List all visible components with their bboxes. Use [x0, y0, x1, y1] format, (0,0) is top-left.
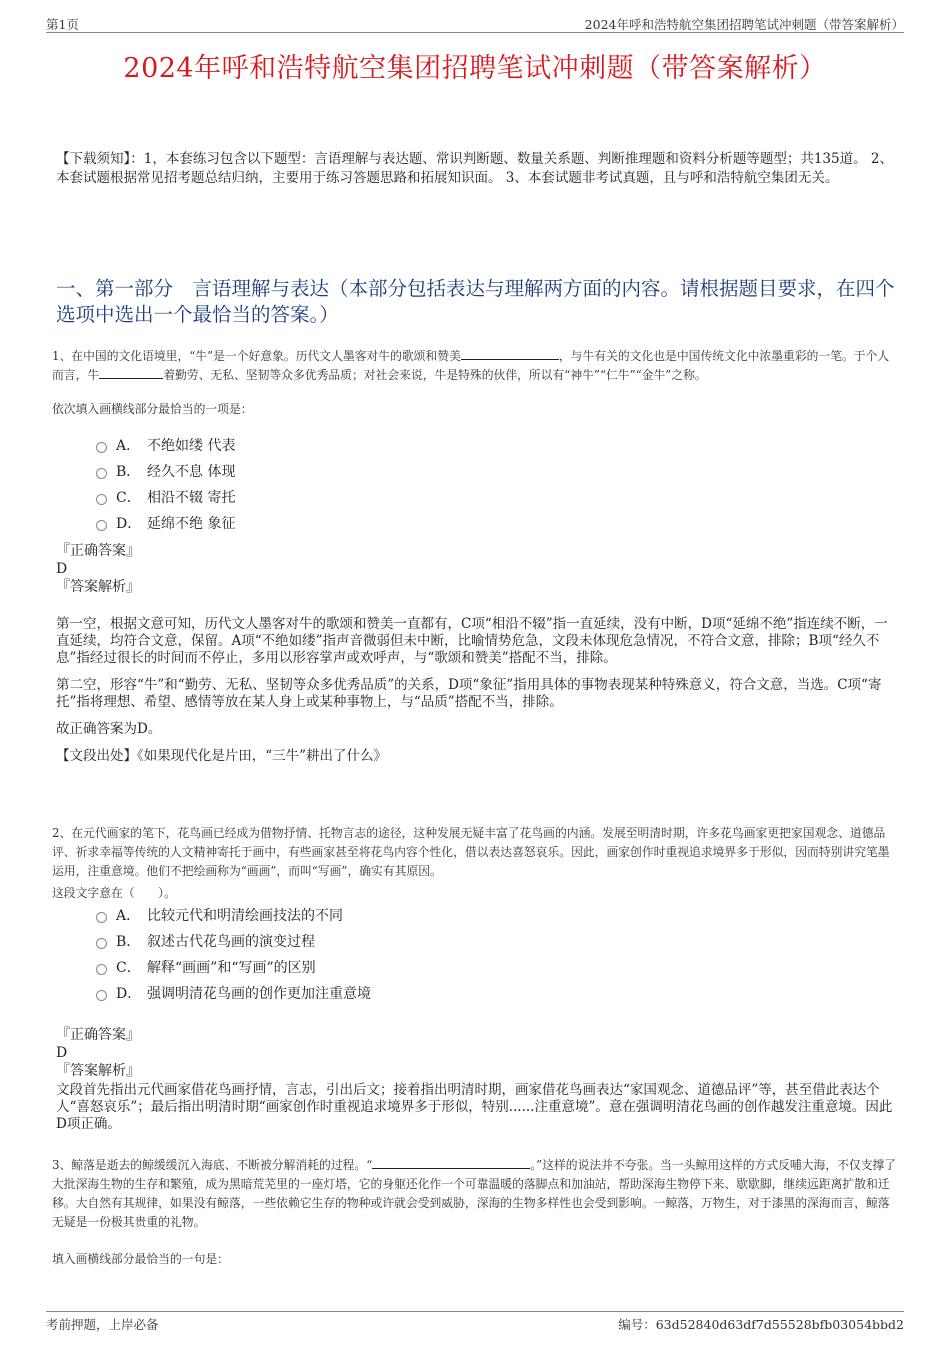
option-letter: C．	[116, 490, 141, 506]
radio-icon[interactable]	[96, 468, 107, 479]
answer-value: D	[56, 1045, 68, 1061]
option-d[interactable]	[96, 510, 235, 536]
option-d[interactable]	[96, 980, 371, 1006]
radio-icon[interactable]	[96, 494, 107, 505]
option-c[interactable]	[96, 954, 371, 980]
answer-label: 『正确答案』	[56, 543, 140, 559]
header-doc-title: 2024年呼和浩特航空集团招聘笔试冲刺题（带答案解析）	[584, 17, 904, 32]
radio-icon[interactable]	[96, 964, 107, 975]
fill-blank	[99, 366, 163, 379]
question-1-text	[52, 347, 900, 385]
page-number: 第1页	[46, 17, 79, 32]
analysis-label: 『答案解析』	[56, 579, 140, 595]
answer-value: D	[56, 561, 68, 577]
option-text: 解释“画画”和“写画”的区别	[147, 960, 316, 976]
option-letter: C．	[116, 960, 141, 976]
question-3-text	[52, 1156, 900, 1232]
option-letter: B．	[116, 934, 141, 950]
analysis-paragraph: 第二空，形容“牛”和“勤劳、无私、坚韧等众多优秀品质”的关系，D项“象征”指用具体的事物表现某种特殊意义，符合文意，当选。C项“寄托”指将理想、希望、感情等放在某人身上或某种事物上，与“品质”搭配不当，排除。	[56, 677, 882, 710]
option-a[interactable]	[96, 902, 371, 928]
option-text: 叙述古代花鸟画的演变过程	[147, 934, 315, 950]
option-letter: D．	[116, 516, 142, 532]
q1-text-part2: ，与牛有关的文化也是中国传统文化中浓墨重彩的一笔。于个人而言，牛	[52, 349, 890, 382]
page-footer	[46, 1311, 904, 1332]
q3-text-part1: 3、鲸落是逝去的鲸缓缓沉入海底、不断被分解消耗的过程。“	[52, 1158, 373, 1172]
option-letter: A．	[116, 908, 141, 924]
option-letter: D．	[116, 986, 142, 1002]
question-1-analysis	[56, 616, 894, 775]
q1-text-part1: 1、在中国的文化语境里，“牛”是一个好意象。历代文人墨客对牛的歌颂和赞美	[52, 349, 461, 363]
option-letter: A．	[116, 438, 141, 454]
option-text: 相沿不辍 寄托	[147, 490, 236, 506]
analysis-label: 『答案解析』	[56, 1063, 140, 1079]
question-1-answer	[56, 542, 896, 596]
analysis-paragraph: 第一空，根据文意可知，历代文人墨客对牛的歌颂和赞美一直都有，C项“相沿不辍”指一直延续，没有中断，D项“延绵不绝”指连续不断，一直延续，均符合文意，保留。A项“不绝如缕”指声音微弱但未中断，比喻情势危急，文段未体现危急情况，不符合文意，排除；B项“经久不息”指经过很长的时间而不停止，多用以形容掌声或欢呼声，与“歌颂和赞美”搭配不当，排除。	[56, 616, 888, 666]
fill-blank	[461, 347, 559, 360]
section-heading: 一、第一部分 言语理解与表达（本部分包括表达与理解两方面的内容。请根据题目要求，在四个选项中选出一个最恰当的答案。）	[56, 277, 895, 326]
footer-slogan: 考前押题，上岸必备	[46, 1317, 159, 1332]
question-2-prompt: 这段文字意在（ ）。	[52, 886, 176, 900]
option-b[interactable]	[96, 458, 235, 484]
question-3-prompt: 填入画横线部分最恰当的一句是：	[52, 1252, 229, 1266]
radio-icon[interactable]	[96, 520, 107, 531]
option-text: 不绝如缕 代表	[147, 438, 236, 454]
question-2-answer	[56, 1026, 896, 1080]
radio-icon[interactable]	[96, 912, 107, 923]
question-1-options	[96, 432, 235, 536]
question-2-analysis	[56, 1082, 894, 1143]
download-notice: 【下载须知】：1，本套练习包含以下题型：言语理解与表达题、常识判断题、数量关系题、判断推理题和资料分析题等题型；共135道。 2、本套试题根据常见招考题总结归纳，主要用于练习答题思路和拓展知识面。 3、本套试题非考试真题，且与呼和浩特航空集团无关。	[56, 151, 893, 186]
radio-icon[interactable]	[96, 442, 107, 453]
option-text: 经久不息 体现	[147, 464, 236, 480]
option-text: 延绵不绝 象征	[147, 516, 236, 532]
page-title: 2024年呼和浩特航空集团招聘笔试冲刺题（带答案解析）	[123, 53, 827, 84]
option-a[interactable]	[96, 432, 235, 458]
analysis-paragraph: 文段首先指出元代画家借花鸟画抒情，言志，引出后文；接着指出明清时期，画家借花鸟画表达“家国观念、道德品评”等，甚至借此表达个人“喜怒哀乐”；最后指出明清时期“画家创作时重视追求境界多于形似，特别......注重意境”。意在强调明清花鸟画的创作越发注重意境。因此D项正确。	[56, 1082, 893, 1132]
q3-text-part2: 。”这样的说法并不夸张。当一头鲸用这样的方式反哺大海，不仅支撑了大批深海生物的生存和繁殖，成为黑暗荒芜里的一座灯塔，它的身躯还化作一个可靠温暖的落脚点和加油站，帮助深海生物停下来、歇歇脚，继续远距离扩散和迁移。大自然有其规律，如果没有鲸落，一些依赖它生存的物种或许就会受到威胁，深海的生物多样性也会受到影响。一鲸落，万物生，对于漆黑的深海而言，鲸落无疑是一份极其贵重的礼物。	[52, 1158, 897, 1229]
question-1-prompt: 依次填入画横线部分最恰当的一项是：	[52, 402, 253, 416]
option-text: 比较元代和明清绘画技法的不同	[147, 908, 343, 924]
option-text: 强调明清花鸟画的创作更加注重意境	[147, 986, 371, 1002]
radio-icon[interactable]	[96, 938, 107, 949]
question-2-text: 2、在元代画家的笔下，花鸟画已经成为借物抒情、托物言志的途径，这种发展无疑丰富了花鸟画的内涵。发展至明清时期，许多花鸟画家更把家国观念、道德品评、祈求幸福等传统的人文精神寄托于画中，有些画家甚至将花鸟内容个性化，借以表达喜怒哀乐。因此，画家创作时重视追求境界多于形似，因而特别讲究笔墨运用，注重意境。他们不把绘画称为“画画”，而叫“写画”，确实有其原因。	[52, 826, 890, 878]
source-citation: 【文段出处】《如果现代化是片田，“三牛”耕出了什么》	[56, 748, 388, 764]
radio-icon[interactable]	[96, 990, 107, 1001]
analysis-paragraph: 故正确答案为D。	[56, 721, 162, 737]
document-id: 编号：63d52840d63df7d55528bfb03054bbd2	[618, 1317, 904, 1332]
answer-label: 『正确答案』	[56, 1027, 140, 1043]
question-2-options	[96, 902, 371, 1006]
option-b[interactable]	[96, 928, 371, 954]
q1-text-part3: 着勤劳、无私、坚韧等众多优秀品质；对社会来说，牛是特殊的伙伴，所以有“神牛”“仁牛”“金牛”之称。	[163, 368, 707, 382]
option-c[interactable]	[96, 484, 235, 510]
page-header	[46, 14, 904, 33]
option-letter: B．	[116, 464, 141, 480]
fill-blank	[372, 1156, 530, 1169]
